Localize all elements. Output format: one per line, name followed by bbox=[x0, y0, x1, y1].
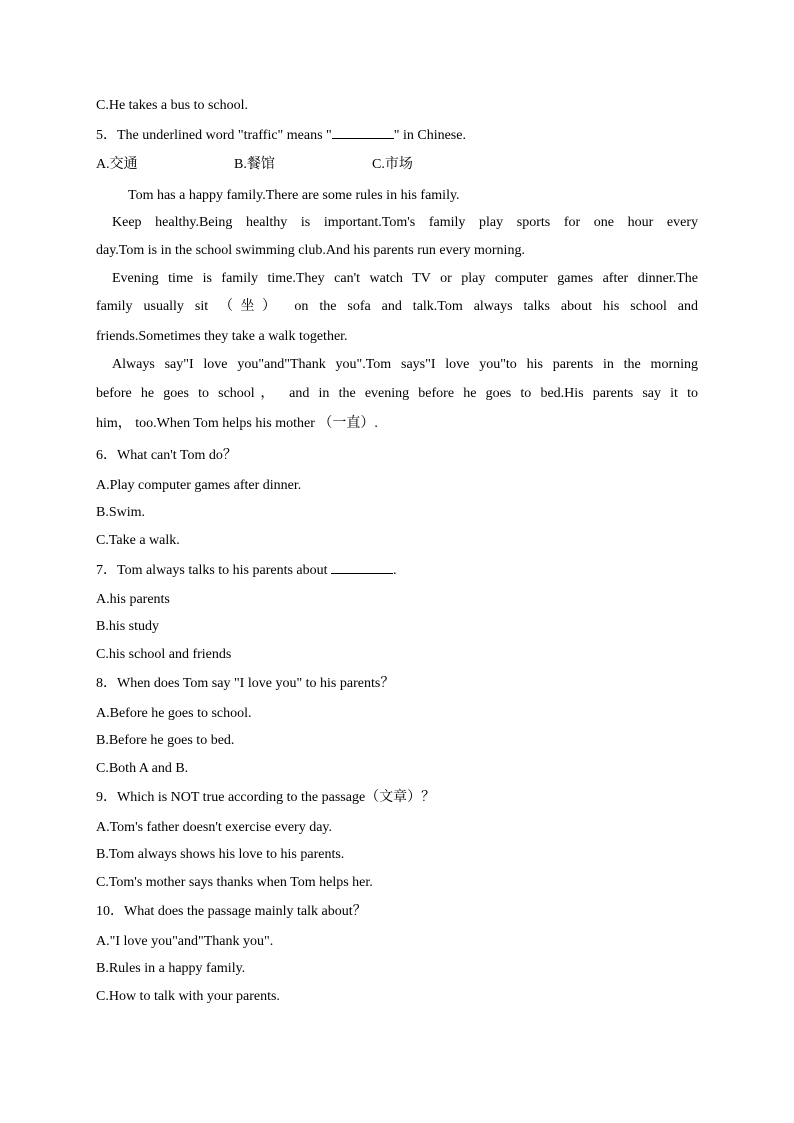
q9-option-c: C.Tom's mother says thanks when Tom helps her. bbox=[96, 875, 373, 890]
q6-option-c: C.Take a walk. bbox=[96, 533, 180, 548]
q6-stem: 6．What can't Tom do？ bbox=[96, 448, 237, 463]
q5-stem-after: " in Chinese. bbox=[393, 128, 466, 143]
q5-option-b: B.餐馆 bbox=[234, 157, 275, 172]
q8-stem: 8．When does Tom say "I love you" to his parents？ bbox=[96, 676, 395, 691]
q10-option-a: A."I love you"and"Thank you". bbox=[96, 934, 274, 949]
passage-line-3: day.Tom is in the school swimming club.And his parents run every morning. bbox=[96, 243, 525, 258]
q7-stem-before: 7．Tom always talks to his parents about bbox=[96, 563, 332, 578]
passage-line-5: family usually sit （坐） on the sofa and talk.Tom always talks about his school and bbox=[96, 299, 698, 314]
q7-answer-blank bbox=[331, 561, 393, 574]
q5-stem-before: 5．The underlined word "traffic" means " bbox=[96, 128, 332, 143]
q5-option-c: C.市场 bbox=[372, 157, 413, 172]
passage-line-8: before he goes to school， and in the evening before he goes to bed.His parents say it to bbox=[96, 386, 698, 401]
q4-option-c: C.He takes a bus to school. bbox=[96, 98, 249, 113]
q5-stem bbox=[96, 126, 698, 145]
passage-line-4: Evening time is family time.They can't watch TV or play computer games after dinner.The bbox=[112, 271, 698, 286]
q7-option-c: C.his school and friends bbox=[96, 647, 232, 662]
q8-option-a: A.Before he goes to school. bbox=[96, 706, 252, 721]
q7-stem bbox=[96, 561, 698, 580]
q6-option-a: A.Play computer games after dinner. bbox=[96, 478, 302, 493]
q10-option-b: B.Rules in a happy family. bbox=[96, 961, 246, 976]
q9-stem: 9．Which is NOT true according to the passage（文章）？ bbox=[96, 790, 436, 805]
passage-line-6: friends.Sometimes they take a walk together. bbox=[96, 329, 348, 344]
q8-option-c: C.Both A and B. bbox=[96, 761, 189, 776]
q7-option-b: B.his study bbox=[96, 619, 160, 634]
q5-answer-blank bbox=[332, 126, 394, 139]
passage-line-7: Always say"I love you"and"Thank you".Tom says"I love you"to his parents in the morning bbox=[112, 357, 698, 372]
q8-option-b: B.Before he goes to bed. bbox=[96, 733, 235, 748]
passage-line-2: Keep healthy.Being healthy is important.Tom's family play sports for one hour every bbox=[112, 215, 698, 230]
q10-option-c: C.How to talk with your parents. bbox=[96, 989, 280, 1004]
q7-stem-after: . bbox=[393, 563, 397, 578]
q10-stem: 10．What does the passage mainly talk about？ bbox=[96, 904, 367, 919]
q9-option-b: B.Tom always shows his love to his parents. bbox=[96, 847, 345, 862]
q9-option-a: A.Tom's father doesn't exercise every day. bbox=[96, 820, 333, 835]
q6-option-b: B.Swim. bbox=[96, 505, 146, 520]
passage-line-9: him， too.When Tom helps his mother （一直）. bbox=[96, 416, 378, 431]
q7-option-a: A.his parents bbox=[96, 592, 170, 607]
passage-line-1: Tom has a happy family.There are some rules in his family. bbox=[128, 188, 460, 203]
q5-option-a: A.交通 bbox=[96, 157, 138, 172]
